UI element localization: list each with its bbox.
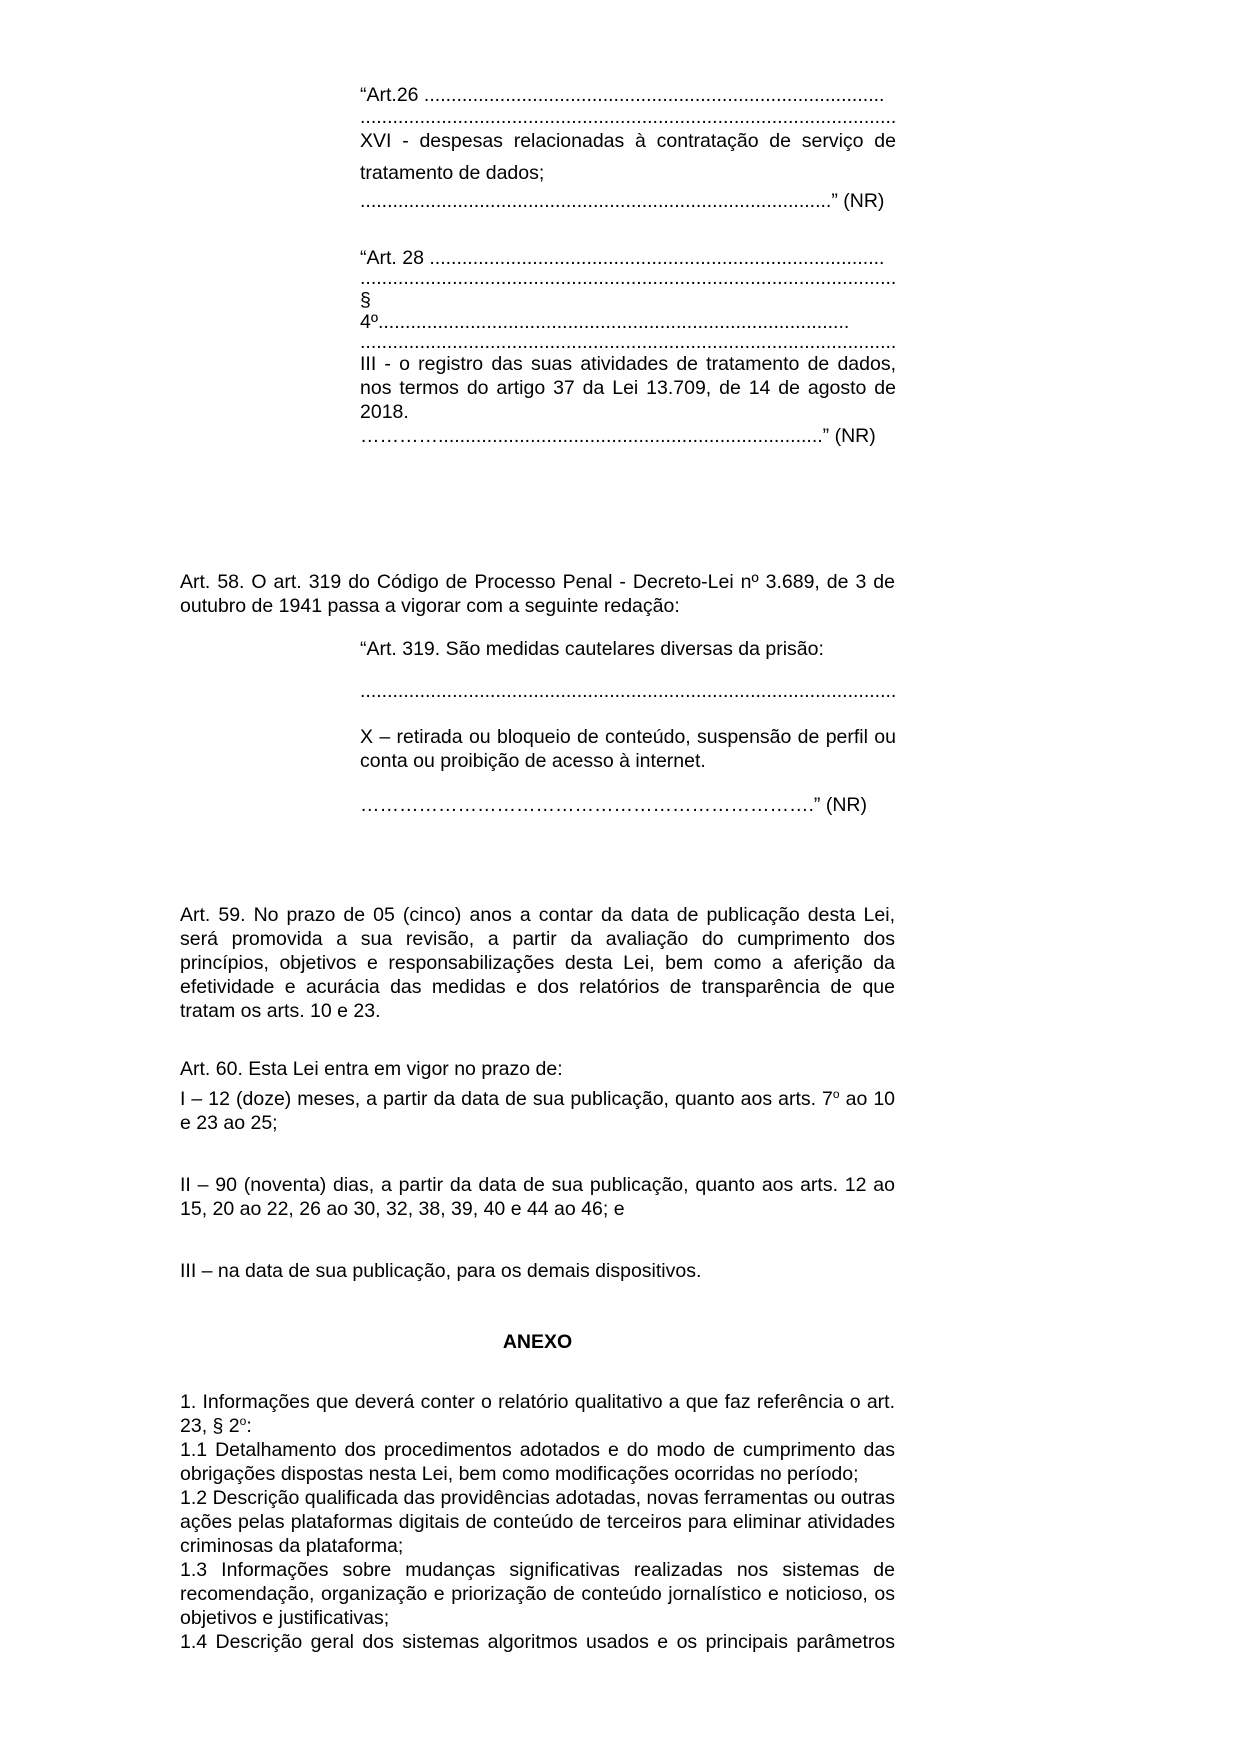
art28-heading: “Art. 28 .................................................................................... <box>360 247 885 269</box>
art26-inciso-xvi-line2: tratamento de dados; <box>360 162 545 184</box>
art28-ellipsis-line-2: ................................................................................................... <box>360 331 896 353</box>
art26-heading: “Art.26 ..................................................................................... <box>360 84 885 106</box>
art26-inciso-xvi-line1: XVI - despesas relacionadas à contratação de serviço de <box>360 130 896 152</box>
anexo-item-1-3: 1.3 Informações sobre mudanças significativas realizadas nos sistemas de recomendação, organização e priorização de conteúdo jornalístico e noticioso, os objetivos e justificativas; <box>180 1559 895 1629</box>
art28-ellipsis-line: ................................................................................................... <box>360 267 896 289</box>
anexo-item-1-1: 1.1 Detalhamento dos procedimentos adotados e do modo de cumprimento das obrigações dispostas nesta Lei, bem como modificações ocorridas no período; <box>180 1439 895 1485</box>
art60-intro: Art. 60. Esta Lei entra em vigor no prazo de: <box>180 1058 563 1080</box>
art60-block <box>180 1057 895 1283</box>
art28-closing: ………….......................................................................” (NR) <box>360 425 876 447</box>
art319-closing: …………………………………………………………….” (NR) <box>360 794 867 816</box>
anexo-item-1: 1. Informações que deverá conter o relatório qualitativo a que faz referência o art. 23, § 2$^o$: <box>180 1391 895 1437</box>
art26-ellipsis-line: ................................................................................................... <box>360 106 896 128</box>
art26-closing: .......................................................................................” (NR) <box>360 190 885 212</box>
art28-inciso-iii: III - o registro das suas atividades de tratamento de dados, nos termos do artigo 37 da Lei 13.709, de 14 de agosto de 2018. <box>360 353 896 423</box>
anexo-title: ANEXO <box>502 1331 573 1353</box>
art28-paragraph-symbol: § <box>360 289 371 311</box>
quote-art28 <box>360 246 896 448</box>
art58-text: Art. 58. O art. 319 do Código de Processo Penal - Decreto-Lei nº 3.689, de 3 de outubro de 1941 passa a vigorar com a seguinte redação: <box>180 571 895 617</box>
quote-art26 <box>360 83 896 213</box>
anexo-list <box>180 1390 895 1654</box>
art319-inciso-x: X – retirada ou bloqueio de conteúdo, suspensão de perfil ou conta ou proibição de acesso à internet. <box>360 726 896 772</box>
art60-item-1: I – 12 (doze) meses, a partir da data de sua publicação, quanto aos arts. 7$^o$ ao 10 e 23 ao 25; <box>180 1087 896 1134</box>
art60-item-3: III – na data de sua publicação, para os demais dispositivos. <box>180 1260 702 1282</box>
anexo-item-1-2: 1.2 Descrição qualificada das providências adotadas, novas ferramentas ou outras ações pelas plataformas digitais de conteúdo de terceiros para eliminar atividades criminosas da plataforma; <box>180 1487 895 1557</box>
ordinal-superscript: o <box>832 1087 840 1101</box>
art319-heading: “Art. 319. São medidas cautelares diversas da prisão: <box>360 638 824 660</box>
anexo-item-1-4: 1.4 Descrição geral dos sistemas algoritmos usados e os principais parâmetros <box>180 1631 895 1653</box>
ordinal-superscript: o <box>239 1414 247 1428</box>
art319-ellipsis-line: ................................................................................................... <box>360 680 896 702</box>
quote-art319 <box>360 637 896 817</box>
art59-text: Art. 59. No prazo de 05 (cinco) anos a contar da data de publicação desta Lei, será promovida a sua revisão, a partir da avaliação do cumprimento dos princípios, objetivos e responsabilizações desta Lei, bem como a aferição da efetividade e acurácia das medidas e dos relatórios de transparência de que tratam os arts. 10 e 23. <box>180 904 895 1022</box>
art28-paragraph-4: 4º....................................................................................... <box>360 311 850 333</box>
art60-item-2: II – 90 (noventa) dias, a partir da data de sua publicação, quanto aos arts. 12 ao 15, 20 ao 22, 26 ao 30, 32, 38, 39, 40 e 44 ao 46; e <box>180 1174 895 1220</box>
